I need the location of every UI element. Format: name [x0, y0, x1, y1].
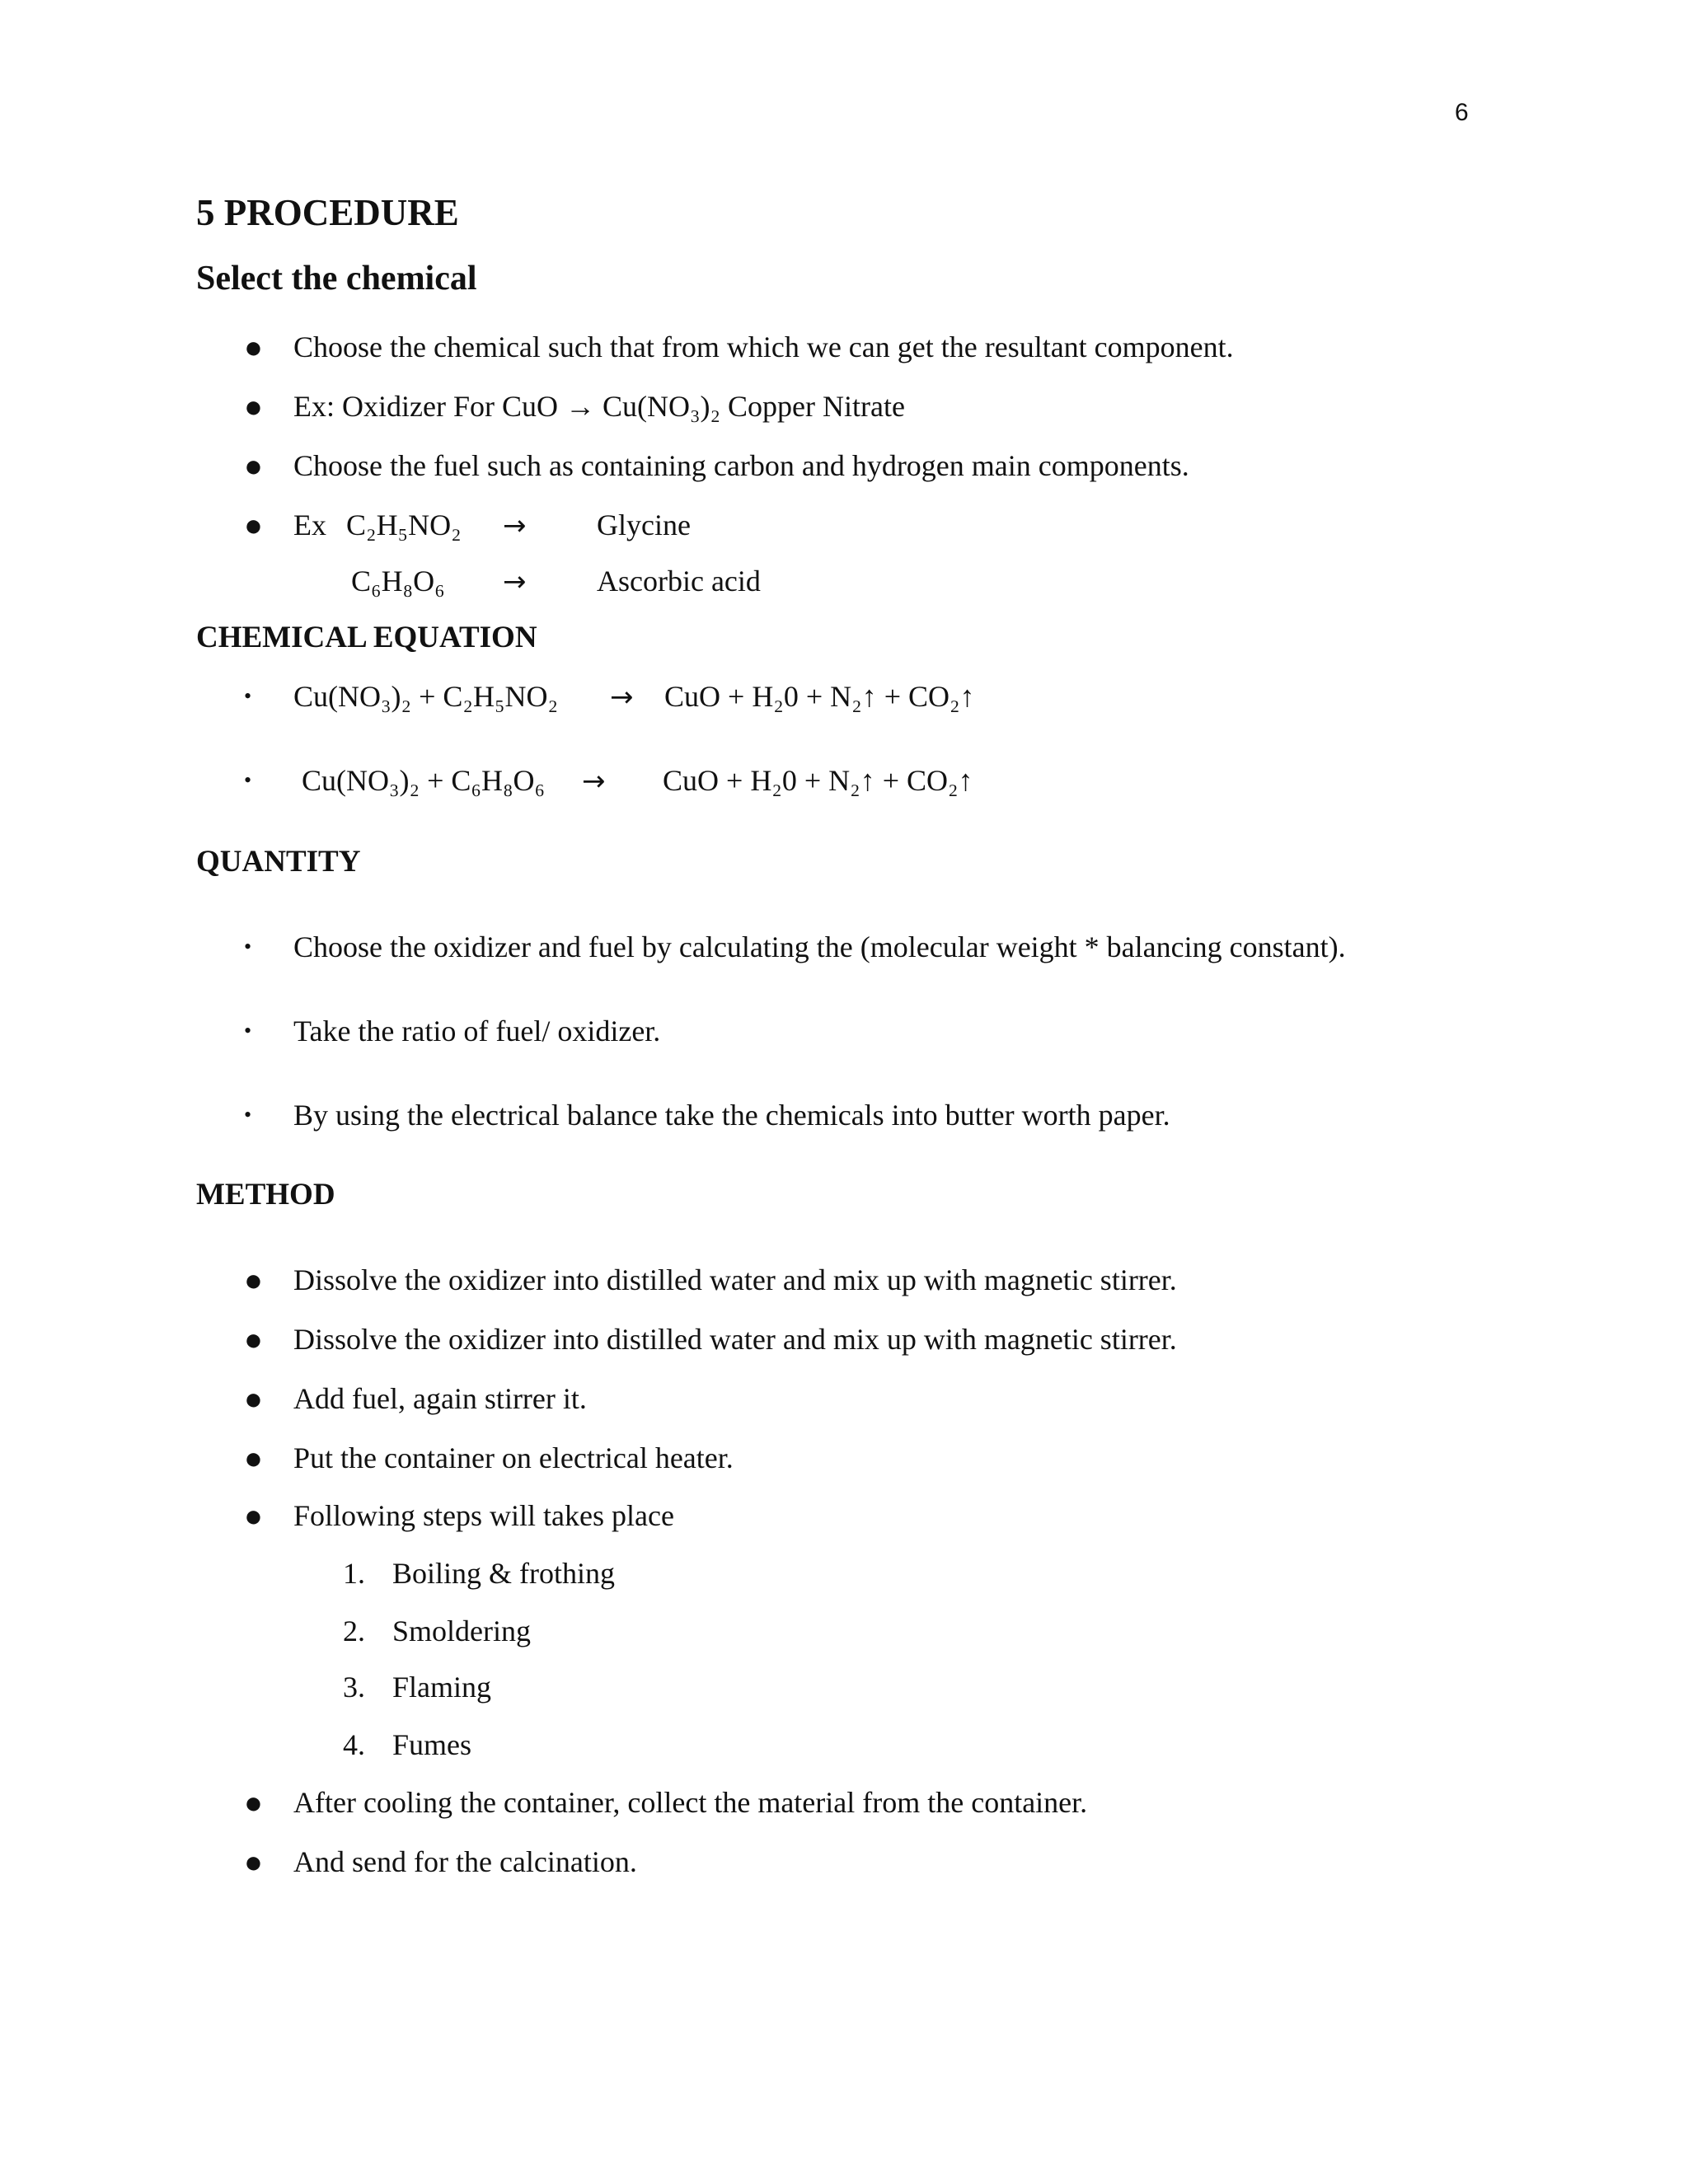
glycine-formula: C₂H₅NO₂: [346, 509, 462, 541]
equation-reactants: Cu(NO₃)₂ + C₂H₅NO₂: [293, 680, 559, 713]
step-number: 2.: [343, 1615, 365, 1647]
step-text: Fumes: [392, 1728, 472, 1761]
ascorbic-formula: C₆H₈O₆: [351, 565, 445, 598]
bullet-icon: ●: [244, 390, 263, 424]
section-heading: 5 PROCEDURE: [196, 192, 459, 233]
select-item: Choose the fuel such as containing carbon and hydrogen main components.: [293, 449, 1189, 482]
step-number: 3.: [343, 1671, 365, 1704]
arrow-icon: →: [582, 765, 606, 798]
arrow-icon: →: [610, 681, 634, 714]
chemical-equation-heading: CHEMICAL EQUATION: [196, 621, 537, 654]
bullet-icon: •: [244, 1103, 252, 1127]
step-text: Boiling & frothing: [392, 1557, 615, 1590]
method-item: Dissolve the oxidizer into distilled water and mix up with magnetic stirrer.: [293, 1323, 1177, 1356]
step-text: Smoldering: [392, 1615, 531, 1647]
quantity-item: Take the ratio of fuel/ oxidizer.: [293, 1015, 661, 1047]
quantity-item: Choose the oxidizer and fuel by calculating the (molecular weight * balancing constant).: [293, 930, 1346, 963]
glycine-name: Glycine: [597, 509, 691, 541]
bullet-icon: ●: [244, 330, 263, 365]
subheading-select-chemical: Select the chemical: [196, 260, 477, 298]
bullet-icon: •: [244, 768, 252, 792]
bullet-icon: •: [244, 935, 252, 958]
bullet-icon: ●: [244, 509, 263, 543]
final-item: And send for the calcination.: [293, 1845, 637, 1878]
step-text: Flaming: [392, 1671, 492, 1704]
bullet-icon: ●: [244, 1382, 263, 1417]
page-number: 6: [1455, 99, 1469, 126]
step-number: 4.: [343, 1728, 365, 1761]
example-label: Ex: [293, 509, 326, 541]
bullet-icon: ●: [244, 1263, 263, 1298]
method-heading: METHOD: [196, 1178, 335, 1212]
equation-products: CuO + H₂0 + N₂↑ + CO₂↑: [664, 680, 975, 713]
equation-products: CuO + H₂0 + N₂↑ + CO₂↑: [663, 764, 973, 797]
quantity-item: By using the electrical balance take the chemicals into butter worth paper.: [293, 1099, 1170, 1132]
bullet-icon: ●: [244, 449, 263, 484]
bullet-icon: ●: [244, 1499, 263, 1534]
quantity-heading: QUANTITY: [196, 845, 361, 879]
select-item: Choose the chemical such that from which we can get the resultant component.: [293, 330, 1234, 363]
method-item: Add fuel, again stirrer it.: [293, 1382, 587, 1415]
equation-reactants: Cu(NO₃)₂ + C₆H₈O₆: [302, 764, 546, 797]
bullet-icon: ●: [244, 1323, 263, 1357]
bullet-icon: •: [244, 684, 252, 708]
select-item: Ex: Oxidizer For CuO → Cu(NO₃)₂ Copper Nitrate: [293, 390, 905, 423]
step-number: 1.: [343, 1557, 365, 1590]
method-item: Dissolve the oxidizer into distilled water and mix up with magnetic stirrer.: [293, 1263, 1177, 1296]
method-item: Following steps will takes place: [293, 1499, 674, 1532]
bullet-icon: ●: [244, 1845, 263, 1880]
arrow-icon: →: [503, 509, 527, 542]
arrow-icon: →: [503, 565, 527, 598]
bullet-icon: ●: [244, 1441, 263, 1476]
ascorbic-name: Ascorbic acid: [597, 565, 761, 598]
bullet-icon: •: [244, 1019, 252, 1043]
bullet-icon: ●: [244, 1786, 263, 1821]
method-item: Put the container on electrical heater.: [293, 1441, 734, 1474]
final-item: After cooling the container, collect the material from the container.: [293, 1786, 1088, 1819]
